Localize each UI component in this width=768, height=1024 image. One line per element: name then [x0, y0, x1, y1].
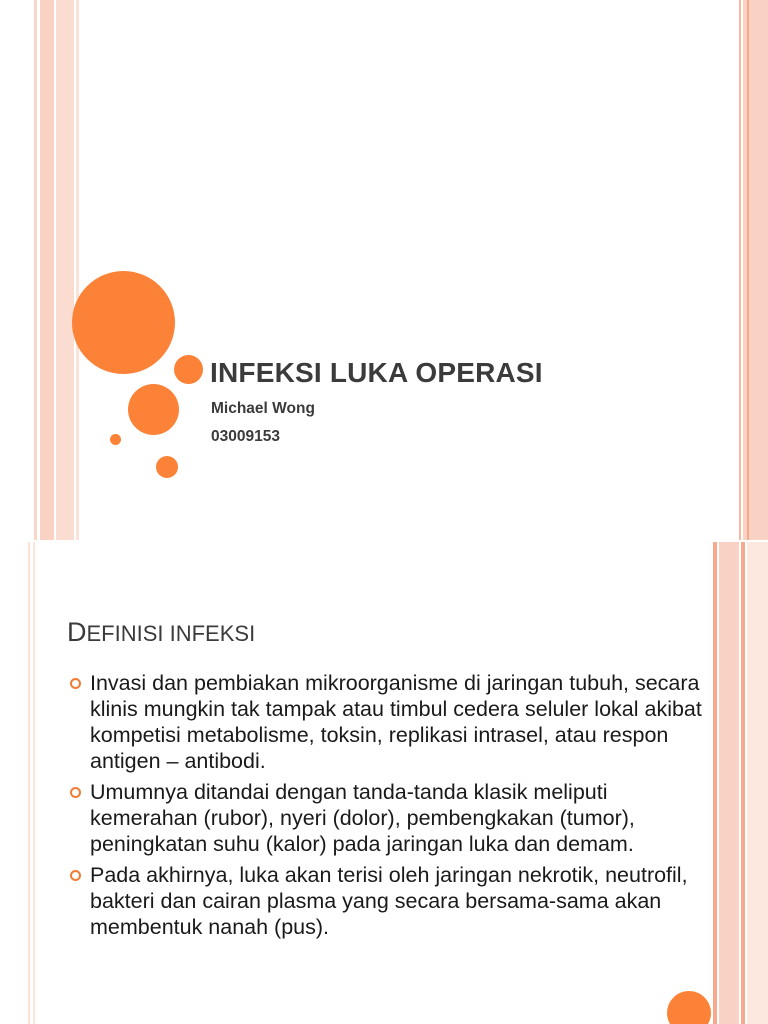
heading-rest: EFINISI INFEKSI: [86, 621, 256, 646]
author-name: Michael Wong: [211, 400, 315, 417]
decorative-stripe: [34, 0, 37, 540]
small-circle-decoration: [174, 355, 203, 384]
small-circle-decoration: [156, 456, 178, 478]
decorative-stripe: [739, 0, 741, 540]
circle-bullet-icon: [70, 678, 81, 689]
corner-circle-decoration: [667, 991, 711, 1024]
slide-title: INFEKSI LUKA OPERASI: [210, 357, 543, 388]
decorative-stripe: [76, 0, 79, 540]
tiny-circle-decoration: [110, 434, 121, 445]
circle-bullet-icon: [70, 787, 81, 798]
decorative-stripe: [719, 542, 739, 1024]
decorative-stripe: [33, 542, 35, 1024]
decorative-stripe: [28, 542, 30, 1024]
heading-initial: D: [67, 617, 87, 647]
circle-bullet-icon: [70, 870, 81, 881]
list-item: [70, 779, 710, 857]
decorative-stripe: [741, 542, 745, 1024]
bullet-text: Pada akhirnya, luka akan terisi oleh jaringan nekrotik, neutrofil, bakteri dan cairan plasma yang secara bersama-sama akan membentuk nanah (pus).: [90, 863, 688, 939]
section-heading: [67, 617, 255, 648]
decorative-stripe: [56, 0, 74, 540]
medium-circle-decoration: [128, 384, 179, 435]
student-id: 03009153: [211, 428, 280, 445]
bullet-list: [70, 670, 710, 945]
decorative-stripe: [40, 0, 54, 540]
list-item: [70, 670, 710, 774]
list-item: [70, 862, 710, 940]
decorative-stripe: [747, 0, 749, 540]
decorative-stripe: [713, 542, 717, 1024]
decorative-stripe: [747, 542, 768, 1024]
bullet-text: Invasi dan pembiakan mikroorganisme di jaringan tubuh, secara klinis mungkin tak tampak atau timbul cedera seluler lokal akibat kompetisi metabolisme, toksin, replikasi intrasel, atau respon antigen – antibodi.: [90, 671, 702, 773]
large-circle-decoration: [72, 271, 175, 374]
bullet-text: Umumnya ditandai dengan tanda-tanda klasik meliputi kemerahan (rubor), nyeri (dolor), pembengkakan (tumor), peningkatan suhu (kalor) pada jaringan luka dan demam.: [90, 780, 635, 856]
